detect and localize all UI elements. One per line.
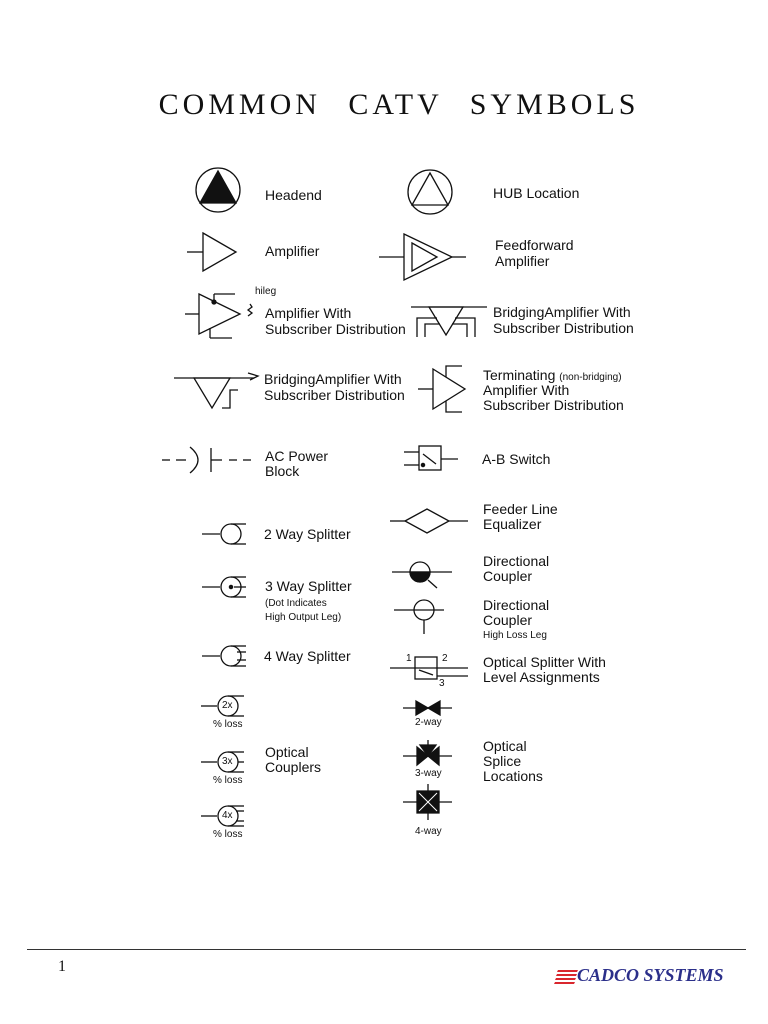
label-feedforward-2: Amplifier bbox=[495, 253, 550, 269]
feedforward-amplifier-symbol bbox=[379, 234, 466, 280]
splice-3way-symbol bbox=[403, 740, 452, 765]
label-hub-location: HUB Location bbox=[493, 185, 580, 201]
label-2-way-splitter: 2 Way Splitter bbox=[264, 526, 351, 542]
label-bridging-left-2: Subscriber Distribution bbox=[264, 387, 405, 403]
four-way-splitter-symbol bbox=[202, 646, 246, 666]
label-couplers-1: Optical bbox=[265, 744, 309, 760]
label-ac-power-1: AC Power bbox=[265, 448, 329, 464]
splice-2way-symbol bbox=[403, 701, 452, 715]
label-3-way-note-1: (Dot Indicates bbox=[265, 598, 327, 609]
label-ac-power-2: Block bbox=[265, 463, 300, 479]
label-splice-2: Splice bbox=[483, 753, 522, 769]
label-splice-3: Locations bbox=[483, 768, 543, 784]
label-loss-2: % loss bbox=[213, 775, 243, 786]
label-4-way: 4-way bbox=[415, 826, 442, 837]
label-terminating-2: Amplifier With bbox=[483, 382, 570, 398]
label-2x: 2x bbox=[222, 700, 233, 711]
label-feeder-equalizer-1: Feeder Line bbox=[483, 501, 558, 517]
label-amp-sub-1: Amplifier With bbox=[265, 305, 352, 321]
optical-splitter-symbol bbox=[390, 657, 468, 679]
label-os-2: 2 bbox=[442, 653, 448, 664]
label-4-way-splitter: 4 Way Splitter bbox=[264, 648, 351, 664]
label-4x: 4x bbox=[222, 810, 233, 821]
splice-4way-symbol bbox=[403, 784, 452, 820]
label-terminating-3: Subscriber Distribution bbox=[483, 397, 624, 413]
label-non-bridging: (non-bridging) bbox=[559, 372, 622, 383]
label-optical-splitter-1: Optical Splitter With bbox=[483, 654, 606, 670]
label-bridging-right-2: Subscriber Distribution bbox=[493, 320, 634, 336]
headend-symbol bbox=[196, 168, 240, 212]
label-bridging-right-1: BridgingAmplifier With bbox=[493, 304, 631, 320]
label-feedforward-1: Feedforward bbox=[495, 237, 574, 253]
label-terminating: Terminating bbox=[483, 367, 556, 383]
label-headend: Headend bbox=[265, 187, 322, 203]
hub-symbol bbox=[408, 170, 452, 214]
directional-coupler-symbol bbox=[392, 562, 452, 588]
bridging-amplifier-symbol-left bbox=[174, 373, 258, 408]
label-3x: 3x bbox=[222, 756, 233, 767]
two-way-splitter-symbol bbox=[202, 524, 246, 544]
three-way-splitter-symbol bbox=[202, 577, 246, 597]
feeder-equalizer-symbol bbox=[390, 509, 468, 533]
label-directional-coupler-2b: Coupler bbox=[483, 612, 533, 628]
directional-coupler-high-loss-symbol bbox=[394, 600, 444, 634]
amplifier-subscriber-symbol bbox=[185, 294, 252, 338]
label-directional-coupler-1a: Directional bbox=[483, 553, 550, 569]
label-loss-1: % loss bbox=[213, 719, 243, 730]
bridging-amplifier-symbol-right bbox=[411, 307, 487, 337]
terminating-amplifier-symbol bbox=[418, 366, 465, 412]
label-bridging-left-1: BridgingAmplifier With bbox=[264, 371, 402, 387]
label-ab-switch: A-B Switch bbox=[482, 451, 551, 467]
label-amp-sub-2: Subscriber Distribution bbox=[265, 321, 406, 337]
page-title: COMMON CATV SYMBOLS bbox=[158, 88, 640, 121]
label-splice-1: Optical bbox=[483, 738, 527, 754]
label-os-1: 1 bbox=[406, 653, 412, 664]
label-feeder-equalizer-2: Equalizer bbox=[483, 516, 542, 532]
label-3-way: 3-way bbox=[415, 768, 442, 779]
label-3-way-note-2: High Output Leg) bbox=[265, 612, 342, 623]
label-high-loss-leg: High Loss Leg bbox=[483, 630, 547, 641]
ac-power-block-symbol bbox=[162, 447, 251, 473]
label-loss-3: % loss bbox=[213, 829, 243, 840]
label-optical-splitter-2: Level Assignments bbox=[483, 669, 600, 685]
label-directional-coupler-1b: Coupler bbox=[483, 568, 533, 584]
page-number: 1 bbox=[58, 958, 66, 975]
label-amplifier: Amplifier bbox=[265, 243, 320, 259]
cadco-systems-logo: CADCO SYSTEMS bbox=[577, 965, 724, 985]
label-3-way-splitter: 3 Way Splitter bbox=[265, 578, 352, 594]
amplifier-symbol bbox=[187, 233, 236, 271]
ab-switch-symbol bbox=[404, 446, 458, 470]
label-hileg: hileg bbox=[255, 286, 277, 297]
label-directional-coupler-2a: Directional bbox=[483, 597, 550, 613]
footer-rule bbox=[27, 949, 746, 950]
label-couplers-2: Couplers bbox=[265, 759, 322, 775]
label-2-way: 2-way bbox=[415, 717, 442, 728]
label-os-3: 3 bbox=[439, 678, 445, 689]
